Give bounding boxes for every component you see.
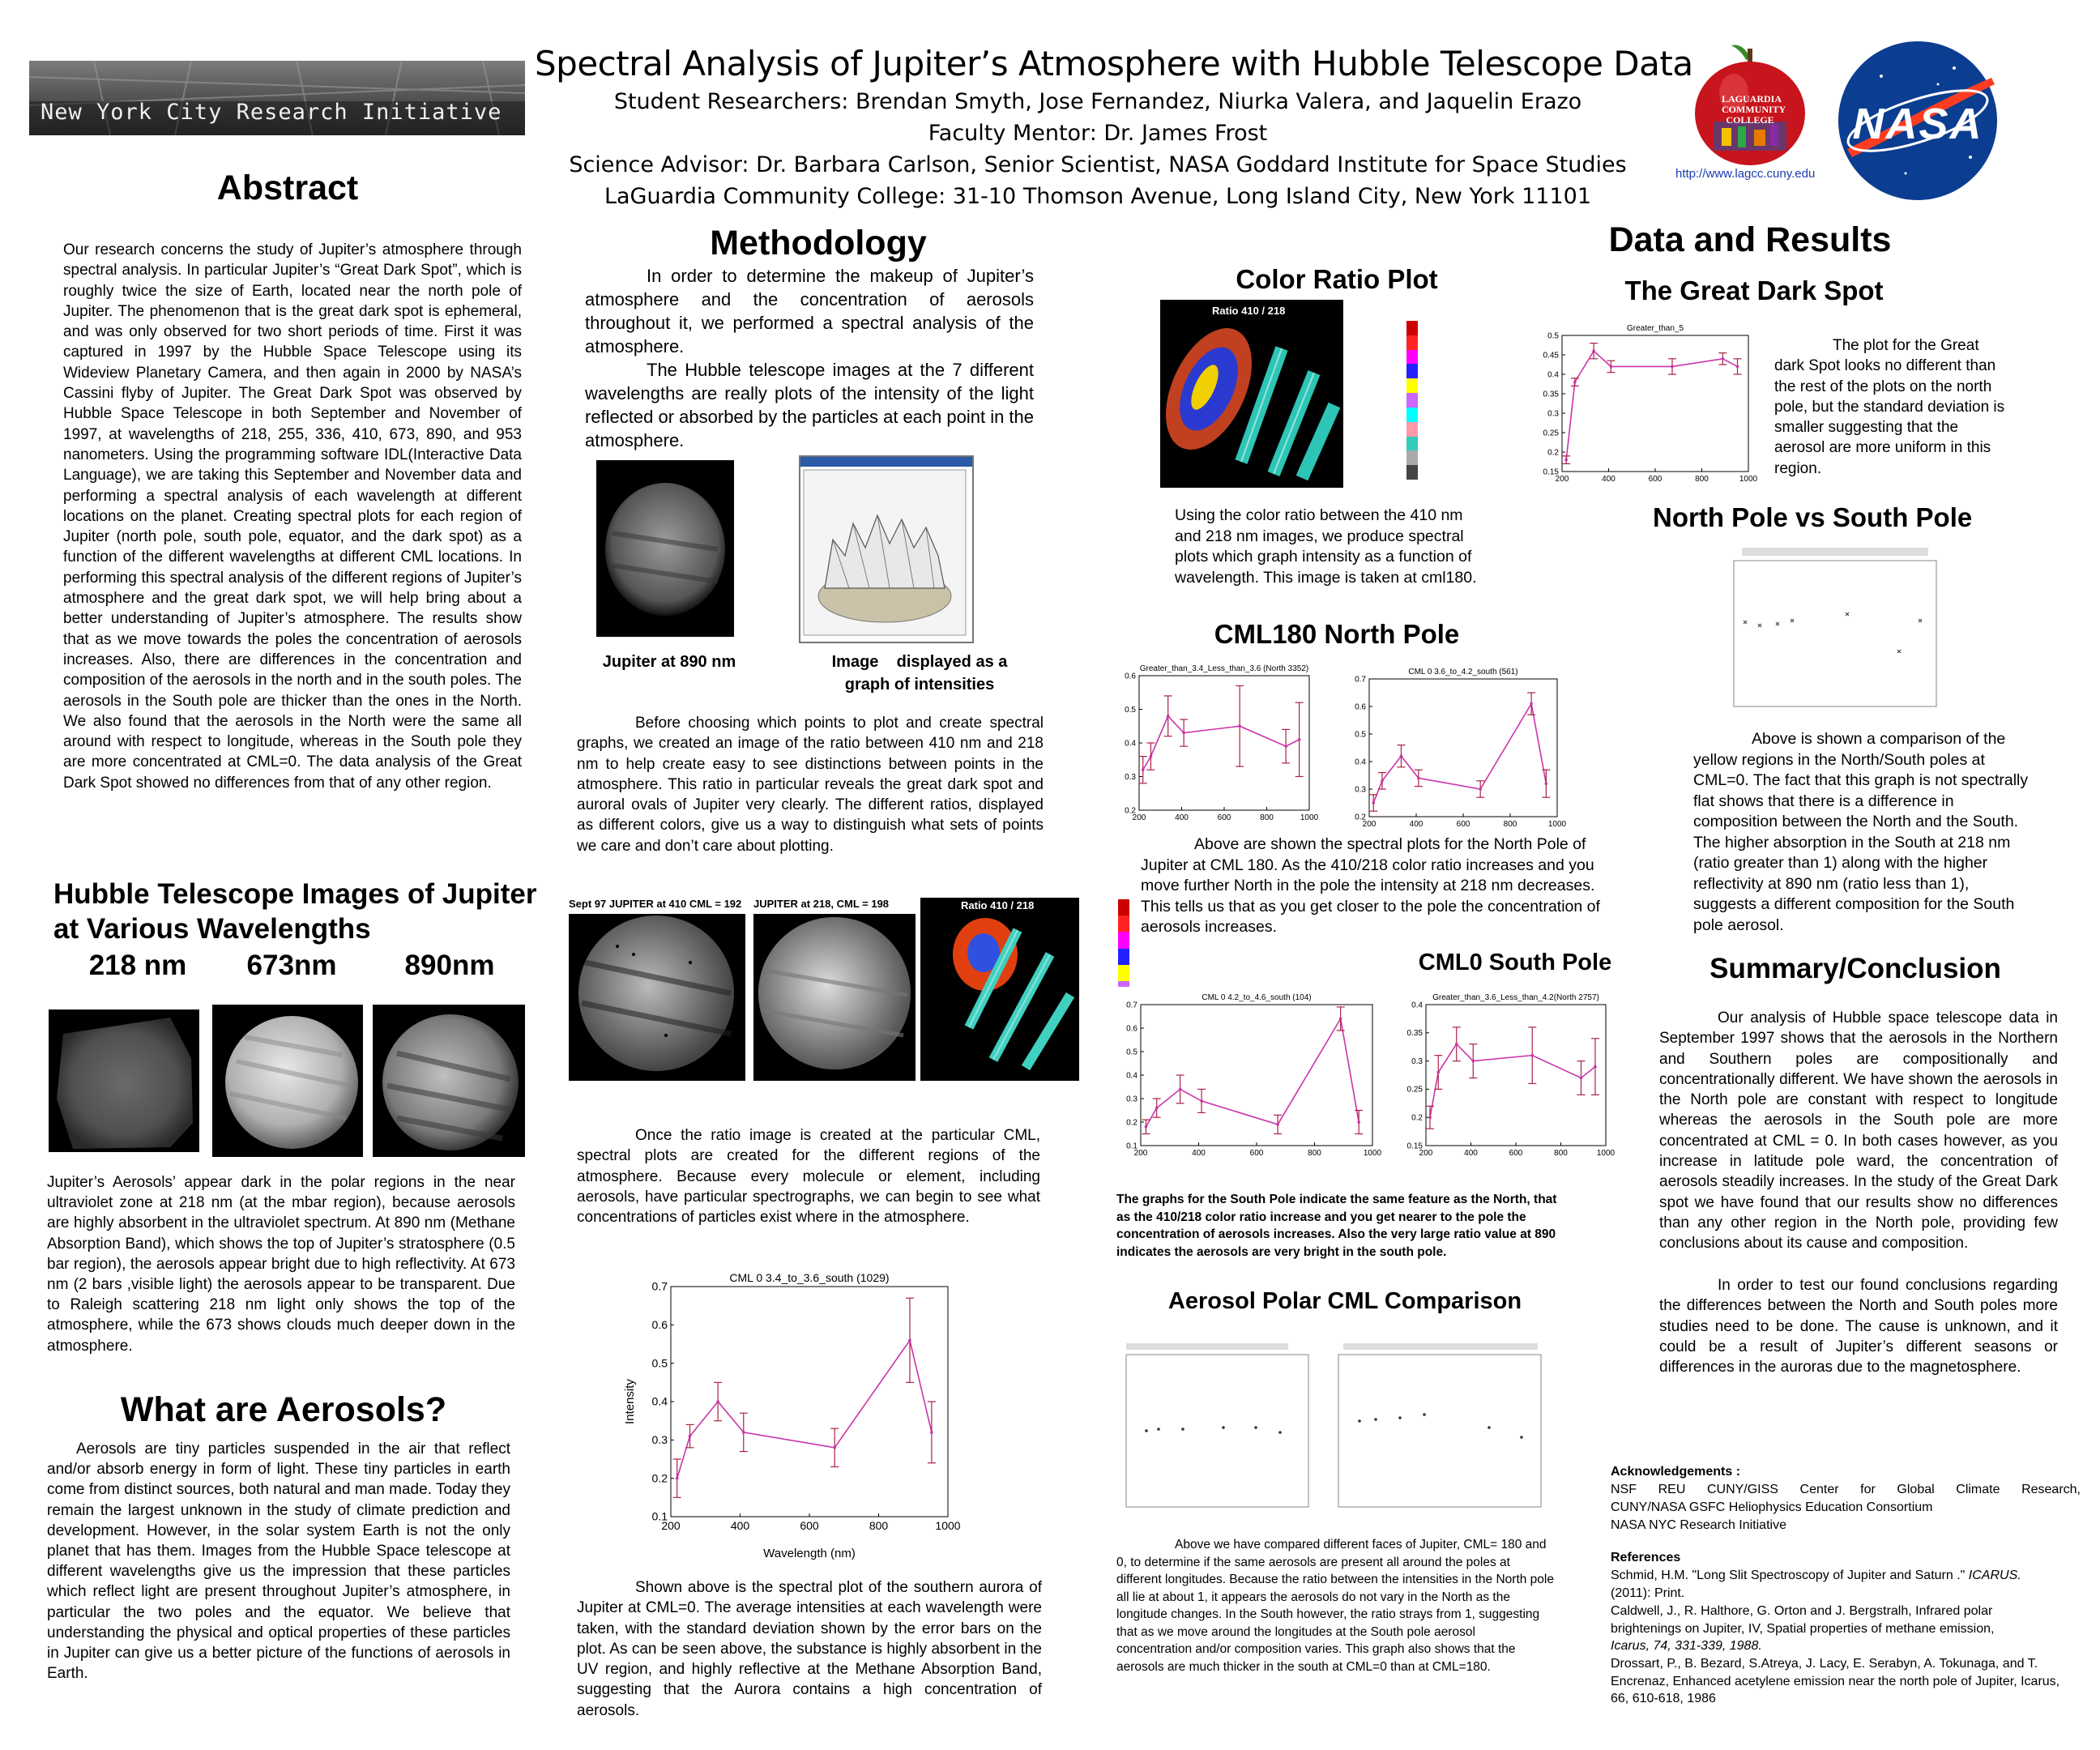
data-point <box>1417 777 1420 780</box>
data-point <box>1155 1107 1159 1110</box>
south0-plot-a-svg <box>1113 987 1381 1167</box>
x-tick-label: 200 <box>661 1519 681 1532</box>
abstract-text: Our research concerns the study of Jupiter’s atmosphere through spectral analysis. In particular Jupiter’s “Great Dark Spot”, which is roughly twice the size of Earth, located near the north pole of Jupiter. The phenomenon that is the great dark spot is ephemeral, and was only observed for two short periods of time. First it was captured in 1997 by the Hubble Space Telescope using its Wideview Planetary Camera, and then again in 2000 by NASA’s Cassini flyby of Jupiter. The Great Dark Spot was observed by Hubble Space Telescope in both September and November of 1997, at wavelengths of 218, 255, 336, 410, 673, 890, and 953 nanometers. Using the programming software IDL(Interactive Data Language), we are taking this September and November data and performing a spectral analysis of each wavelength at different locations on the planet. Creating spectral plots for each region of Jupiter (north pole, south pole, equator, and the dark spot) as a function of the different wavelengths at different CML locations. In performing this spectral analysis of the different regions of Jupiter’s atmosphere and the great dark spot, we will help bring about a better understanding of Jupiter’s atmosphere. The results show that as we move towards the poles the concentration of aerosols increases. Also, there are differences in the concentration and composition of the aerosols in the north and in the south poles. The aerosols in the South pole are thicker than the ones in the North. We also found that the aerosols in the North were the same all around with respect to longitude, whereas in the South pole they are more concentrated at CML=0. The data analysis of the Great Dark Spot showed no differences from that of any other region. <box>63 241 522 792</box>
data-point <box>689 1435 692 1438</box>
data-point <box>1182 732 1185 735</box>
colorbar-swatch <box>1118 949 1129 965</box>
data-point <box>1298 738 1301 741</box>
x-tick-label: 400 <box>1409 820 1423 829</box>
x-tick-label: 800 <box>869 1519 889 1532</box>
series-line <box>1430 1044 1595 1117</box>
aerosol-polar-north-svg <box>1110 1342 1312 1515</box>
jupiter-218nm-image <box>49 1009 199 1152</box>
x-tick-label: 1000 <box>1739 475 1758 484</box>
series-line <box>1146 1018 1359 1126</box>
x-tick-label: 600 <box>1456 820 1470 829</box>
series-line <box>1566 351 1737 459</box>
methodology-p4: Once the ratio image is created at the particular CML, spectral plots are created for the different regions of the atmosphere. Because every molecule or element, including aerosols, have particular spectrographs, we can begin to see what concentrations of particles exist where in the atmosphere. <box>577 1127 1040 1227</box>
intensity-3d-graph <box>799 455 974 643</box>
color-ratio-image <box>1160 300 1343 488</box>
data-point <box>1455 1043 1458 1046</box>
data-point <box>1145 1125 1148 1129</box>
x-tick-label: 800 <box>1554 1149 1568 1158</box>
colorbar-swatch <box>1118 932 1129 948</box>
y-tick-label: 0.35 <box>1406 1029 1423 1039</box>
data-point <box>1400 754 1403 758</box>
color-ratio-heading: Color Ratio Plot <box>1236 264 1438 294</box>
y-axis-label: Intensity <box>623 1379 637 1424</box>
banner-text: New York City Research Initiative <box>41 100 502 125</box>
ack-line2: CUNY/NASA GSFC Heliophysics Education Consortium <box>1611 1500 1933 1514</box>
color-ratio-text: Using the color ratio between the 410 nm and 218 nm images, we produce spectral plots which graph intensity as a function of wavelength. This image is taken at cml180. <box>1175 506 1477 587</box>
data-point <box>1436 1071 1440 1074</box>
colorbar-swatch <box>1406 378 1418 393</box>
plot-frame <box>671 1287 948 1517</box>
nvs-plot <box>1709 544 1944 715</box>
data-point <box>1238 724 1241 728</box>
y-tick-label: 0.7 <box>1355 675 1366 685</box>
south0-plot-b <box>1402 987 1616 1167</box>
colorbar-swatch <box>1118 899 1129 916</box>
y-tick-label: 0.3 <box>1126 1095 1138 1104</box>
data-point <box>1357 1120 1360 1124</box>
data-point <box>1372 801 1375 805</box>
methodology-p5: Shown above is the spectral plot of the southern aurora of Jupiter at CML=0. The average intensities at each wavelength were taken, with the standard deviation shown by the error bars on the plot. As can be seen above, the substance is highly absorbent in the UV region, and highly reflective at the Methane Absorption Band, suggesting that the Aurora contains a high concentration of aerosols. <box>577 1579 1042 1719</box>
hubble-heading-line1: Hubble Telescope Images of Jupiter <box>53 878 537 910</box>
data-point <box>1722 357 1725 361</box>
y-tick-label: 0.3 <box>651 1433 668 1446</box>
south0-plot-b-svg <box>1402 987 1616 1167</box>
colorbar-swatch <box>1406 437 1418 451</box>
lagcc-url[interactable]: http://www.lagcc.cuny.edu <box>1675 167 1816 181</box>
data-point <box>1179 1088 1182 1091</box>
nvs-text: Above is shown a comparison of the yellow regions in the North/South poles at CML=0. The fact that this graph is not spectrally flat shows that there is a difference in composition between the North and the South. The higher absorption in the South at 218 nm (ratio greater than 1) along with the higher reflectivity at 890 nm (ratio less than 1), suggests a different composition for the South pole aerosol. <box>1693 730 2029 934</box>
data-point <box>1671 365 1674 369</box>
data-point <box>1200 1099 1203 1103</box>
reference-1 <box>1611 1567 2072 1602</box>
ack-line1: NSF REU CUNY/GISS Center for Global Climate Research, <box>1611 1483 2081 1496</box>
x-tick-label: 400 <box>1175 813 1189 822</box>
x-tick-label: 1000 <box>1363 1149 1382 1158</box>
lagcc-logo-text: LAGUARDIA COMMUNITY COLLEGE <box>1722 93 1786 126</box>
y-tick-label: 0.4 <box>1547 370 1559 380</box>
south-cml0-plot-svg <box>616 1262 964 1562</box>
ack-line3: NASA NYC Research Initiative <box>1611 1518 1786 1532</box>
data-point <box>833 1446 836 1449</box>
x-tick-label: 1000 <box>935 1519 961 1532</box>
jupiter-890nm-image <box>373 1005 525 1157</box>
north180-plot-b-svg <box>1345 664 1567 834</box>
x-tick-label: 600 <box>1249 1149 1264 1158</box>
gds-plot <box>1536 321 1758 489</box>
methodology-p3: Before choosing which points to plot and create spectral graphs, we created an image of the ratio between 410 nm and 218 nm to help create easy to see distinctions between points in the atmosphere. This ratio in particular reveals the great dark spot and auroral ovals of Jupiter very clearly. The different ratios, displayed as different colors, give us a way to distinguish what sets of points we care and don’t care about plotting. <box>577 715 1044 855</box>
reference-1-a: Schmid, H.M. "Long Slit Spectroscopy of Jupiter and Saturn ." <box>1611 1569 1969 1582</box>
caption-jupiter-890: Jupiter at 890 nm <box>602 653 736 671</box>
reference-1-c: (2011): Print. <box>1611 1586 1685 1600</box>
y-tick-label: 0.7 <box>1126 1001 1138 1010</box>
y-tick-label: 0.45 <box>1543 351 1559 361</box>
colorbar-swatch <box>1118 916 1129 932</box>
reference-1-b: ICARUS. <box>1968 1569 2021 1582</box>
y-tick-label: 0.5 <box>1547 331 1559 341</box>
colorbar-swatch <box>1406 364 1418 378</box>
jupiter-218-label: JUPITER at 218, CML = 198 <box>753 898 916 914</box>
y-tick-label: 0.35 <box>1543 390 1559 399</box>
data-point <box>1284 745 1287 748</box>
data-point <box>1381 779 1384 783</box>
label-218nm: 218 nm <box>88 950 187 981</box>
data-point <box>1167 715 1170 718</box>
x-axis-label: Wavelength (nm) <box>763 1547 856 1560</box>
y-tick-label: 0.25 <box>1406 1085 1423 1095</box>
y-tick-label: 0.2 <box>1355 813 1366 822</box>
x-tick-label: 600 <box>1648 475 1662 484</box>
aerosol-polar-plot-north <box>1110 1342 1312 1515</box>
colorbar-swatch <box>1406 422 1418 437</box>
x-tick-label: 200 <box>1133 1149 1148 1158</box>
data-point <box>1479 788 1482 791</box>
x-tick-label: 600 <box>1217 813 1231 822</box>
student-researchers: Student Researchers: Brendan Smyth, Jose Fernandez, Niurka Valera, and Jaquelin Erazo <box>613 89 1582 114</box>
cml180-heading: CML180 North Pole <box>1214 619 1460 649</box>
y-tick-label: 0.4 <box>1126 1071 1138 1081</box>
chart-title: CML 0 3.6_to_4.2_south (561) <box>1408 668 1518 677</box>
ratio-methodology-label: Ratio 410 / 218 <box>961 899 1035 911</box>
data-point <box>1339 1018 1342 1021</box>
jupiter-410-label: Sept 97 JUPITER at 410 CML = 192 <box>569 898 745 914</box>
data-point <box>1530 702 1533 706</box>
methodology-heading: Methodology <box>710 224 927 262</box>
reference-3: Drossart, P., B. Bezard, S.Atreya, J. Lacy, E. Serabyn, A. Tokunaga, and T. Encrenaz, Enhanced acetylene emission near the north pole of Jupiter, Icarus, 66, 610-618, 1986 <box>1611 1657 2060 1705</box>
y-tick-label: 0.5 <box>651 1356 668 1370</box>
plot-frame <box>1369 679 1557 817</box>
x-tick-label: 800 <box>1695 475 1709 484</box>
plot-frame <box>1562 335 1748 472</box>
faculty-mentor: Faculty Mentor: Dr. James Frost <box>928 121 1268 146</box>
x-tick-label: 400 <box>730 1519 750 1532</box>
x-tick-label: 200 <box>1132 813 1146 822</box>
y-tick-label: 0.1 <box>651 1509 668 1523</box>
y-tick-label: 0.5 <box>1125 705 1136 715</box>
cml0-text: The graphs for the South Pole indicate the same feature as the North, that as the 410/218 color ratio increase and you get nearer to the pole the concentration of aerosols increases. Also the very large ratio value at 890 indicates the aerosols are very bright in the south pole. <box>1116 1193 1557 1259</box>
y-tick-label: 0.2 <box>651 1471 668 1485</box>
y-tick-label: 0.25 <box>1543 429 1559 438</box>
jupiter-890-photo <box>596 460 734 637</box>
chart-title: CML 0 4.2_to_4.6_south (104) <box>1202 993 1312 1002</box>
gds-plot-svg <box>1536 321 1758 489</box>
data-point <box>1592 349 1595 352</box>
x-tick-label: 200 <box>1362 820 1377 829</box>
x-tick-label: 800 <box>1503 820 1517 829</box>
y-tick-label: 0.6 <box>651 1318 668 1331</box>
nasa-logo <box>1833 36 2003 206</box>
plot-frame <box>1426 1005 1606 1146</box>
data-point <box>676 1477 679 1480</box>
label-890nm: 890nm <box>404 950 495 981</box>
data-point <box>1428 1116 1432 1119</box>
y-tick-label: 0.5 <box>1355 730 1366 740</box>
series-line <box>1373 704 1546 803</box>
colorbar-swatch <box>1406 408 1418 422</box>
colorbar-swatch <box>1406 465 1418 480</box>
aerosol-polar-heading: Aerosol Polar CML Comparison <box>1167 1288 1522 1314</box>
results-heading: Data and Results <box>1608 220 1892 259</box>
aerosols-heading: What are Aerosols? <box>120 1390 447 1429</box>
south-cml0-spectral-plot <box>616 1262 964 1562</box>
poster-title: Spectral Analysis of Jupiter’s Atmosphere with Hubble Telescope Data <box>535 44 1693 83</box>
colorbar-swatch <box>1406 321 1418 335</box>
data-point <box>1573 381 1577 384</box>
data-point <box>908 1338 911 1342</box>
gds-heading: The Great Dark Spot <box>1624 275 1884 305</box>
jupiter-410-image <box>569 898 745 1081</box>
jupiter-673nm-image <box>212 1005 363 1157</box>
data-point <box>742 1431 745 1434</box>
color-ratio-image-label: Ratio 410 / 218 <box>1212 305 1286 317</box>
data-point <box>1594 1065 1597 1069</box>
x-tick-label: 600 <box>1509 1149 1523 1158</box>
aerosols-text: Aerosols are tiny particles suspended in the air that reflect and/or absorb energy in form of light. These tiny particles in earth come from distinct sources, both natural and man made. Today they remain the largest unknown in the study of climate prediction and development. However, in the solar system Earth is not the only planet that has them. Images from the Hubble Space telescope at different wavelengths give us the impression that these particles which reflect light are present throughout Jupiter’s atmosphere, in particular the two poles and the equator. We believe that understanding the physical and optical properties of these particles in Jupiter can give us a better picture of the functions of aerosols in Earth. <box>47 1441 510 1683</box>
science-advisor: Science Advisor: Dr. Barbara Carlson, Senior Scientist, NASA Goddard Institute for Space Studies <box>569 152 1627 177</box>
north180-plot-a-svg <box>1115 658 1317 828</box>
data-point <box>1610 365 1613 369</box>
data-point <box>1530 1054 1534 1057</box>
reference-2-journal: Icarus, 74, 331-339, 1988. <box>1611 1639 1762 1653</box>
x-tick-label: 800 <box>1308 1149 1321 1158</box>
summary-p2: In order to test our found conclusions regarding the differences between the North and South poles more studies need to be done. The cause is unknown, and it could be a result of Jupiter’s different seasons or differences in the auroras due to the magnetosphere. <box>1659 1277 2058 1377</box>
college-address: LaGuardia Community College: 31-10 Thomson Avenue, Long Island City, New York 11101 <box>604 184 1592 209</box>
chart-title: CML 0 3.4_to_3.6_south (1029) <box>729 1271 890 1284</box>
series-line <box>677 1340 932 1478</box>
x-tick-label: 200 <box>1555 475 1569 484</box>
summary-heading: Summary/Conclusion <box>1709 953 2001 984</box>
x-tick-label: 1000 <box>1300 813 1319 822</box>
north180-plot-a <box>1115 658 1317 828</box>
y-tick-label: 0.15 <box>1543 467 1559 477</box>
y-tick-label: 0.6 <box>1355 702 1366 712</box>
colorbar-swatch <box>1406 335 1418 350</box>
methodology-p2: The Hubble telescope images at the 7 different wavelengths are really plots of the intensity of the light reflected or absorbed by the particles at each point in the atmosphere. <box>585 360 1035 450</box>
acknowledgements-heading: Acknowledgements : <box>1611 1465 1741 1479</box>
data-point <box>1142 768 1145 771</box>
north180-plot-b <box>1345 664 1567 834</box>
x-tick-label: 1000 <box>1547 820 1567 829</box>
data-point <box>1580 1077 1583 1080</box>
chart-title: Greater_than_3.6_Less_than_4.2(North 2757) <box>1432 993 1599 1002</box>
cml180-text: Above are shown the spectral plots for the North Pole of Jupiter at CML 180. As the 410/218 color ratio increases and you move further North in the pole the intensity at 218 nm decreases. This tells us that as you get closer to the pole the concentration of aerosols increases. <box>1141 835 1600 936</box>
jupiter-218-image <box>753 898 916 1081</box>
abstract-heading: Abstract <box>216 169 359 207</box>
south0-plot-a <box>1113 987 1381 1167</box>
x-tick-label: 400 <box>1464 1149 1478 1158</box>
data-point <box>1736 365 1739 369</box>
data-point <box>1564 459 1568 462</box>
lagcc-logo <box>1689 41 1811 170</box>
references-heading: References <box>1611 1551 1681 1564</box>
data-point <box>716 1400 719 1403</box>
y-tick-label: 0.2 <box>1547 448 1559 458</box>
x-tick-label: 200 <box>1419 1149 1433 1158</box>
x-tick-label: 600 <box>800 1519 819 1532</box>
y-tick-label: 0.7 <box>651 1279 668 1293</box>
y-tick-label: 0.2 <box>1126 1118 1138 1128</box>
aerosol-polar-plot-south <box>1327 1342 1554 1515</box>
hubble-heading-line2: at Various Wavelengths <box>53 913 371 945</box>
caption-graph-line1: Image displayed as a <box>831 653 1008 671</box>
y-tick-label: 0.4 <box>1411 1001 1423 1010</box>
y-tick-label: 0.15 <box>1406 1142 1423 1151</box>
data-point <box>1545 782 1548 785</box>
reference-2-text: Caldwell, J., R. Halthore, G. Orton and J. Bergstralh, Infrared polar brightenings on Jupiter, IV, Spatial properties of methane emission, <box>1611 1604 1995 1636</box>
data-point <box>1150 755 1153 758</box>
y-tick-label: 0.2 <box>1125 806 1136 816</box>
colorbar-swatch <box>1118 965 1129 981</box>
chart-title: Greater_than_5 <box>1626 324 1684 333</box>
x-tick-label: 400 <box>1602 475 1616 484</box>
hubble-text: Jupiter’s Aerosols’ appear dark in the polar regions in the near ultraviolet zone at 218 nm (at the mbar region), because aerosols are highly absorbent in the ultraviolet spectrum. At 890 nm (Methane Absorption Band), which shows the top of Jupiter’s stratosphere (0.5 bar region), the aerosols appear bright due to high reflectivity. At 673 nm (2 bars ,visible light) the aerosols appear to be transparent. Due to Raleigh scattering 218 nm light only shows the top of the atmosphere, while the 673 shows clouds much deeper down in the atmosphere. <box>47 1174 515 1355</box>
color-ratio-colorbar <box>1406 321 1418 480</box>
chart-title: Greater_than_3.4_Less_than_3.6 (North 3352) <box>1139 664 1309 673</box>
x-tick-label: 800 <box>1260 813 1274 822</box>
y-tick-label: 0.3 <box>1355 785 1366 795</box>
y-tick-label: 0.3 <box>1547 409 1559 419</box>
label-673nm: 673nm <box>246 950 337 981</box>
aerosol-polar-text: Above we have compared different faces of Jupiter, CML= 180 and 0, to determine if the same aerosols are present all around the poles at different longitudes. Because the ratio between the intensities in the North pole all lie at about 1, it appears the aerosols do not vary in the North as the longitude changes. In the South however, the ratio strays from 1, suggesting that as we move around the longitudes at the South pole aerosol concentration and/or composition varies. This graph also shows that the aerosols are much thicker in the south at CML=0 than at CML=180. <box>1116 1538 1554 1674</box>
y-tick-label: 0.1 <box>1126 1142 1138 1151</box>
y-tick-label: 0.4 <box>1125 739 1136 749</box>
summary-p1: Our analysis of Hubble space telescope data in September 1997 shows that the aerosols in the Northern and Southern poles are compositionally and concentrationally different. We have shown the aerosols in the North pole are constant with respect to longitude whereas the aerosols in the South pole are more concentrated at CML = 0. In both cases however, as you increase in latitude pole ward, the concentration of aerosols steadily increases. In the study of the Great Dark spot we have found that our results show no differences than any other region in the North pole, providing few conclusions about its cause and composition. <box>1659 1009 2058 1253</box>
caption-graph-line2: graph of intensities <box>844 676 995 694</box>
y-tick-label: 0.6 <box>1125 672 1136 681</box>
nvs-heading: North Pole vs South Pole <box>1653 502 1973 532</box>
banner <box>29 61 525 135</box>
y-tick-label: 0.4 <box>1355 758 1366 767</box>
y-tick-label: 0.4 <box>651 1394 668 1408</box>
x-tick-label: 1000 <box>1596 1149 1616 1158</box>
colorbar-swatch <box>1406 450 1418 465</box>
reference-2 <box>1611 1603 2064 1655</box>
y-tick-label: 0.3 <box>1411 1056 1423 1066</box>
y-tick-label: 0.2 <box>1411 1113 1423 1123</box>
x-tick-label: 400 <box>1192 1149 1206 1158</box>
nasa-logo-text: NASA <box>1852 100 1983 148</box>
plot-frame <box>1141 1005 1372 1146</box>
y-tick-label: 0.3 <box>1125 772 1136 782</box>
cml0-heading: CML0 South Pole <box>1418 950 1612 975</box>
colorbar-swatch <box>1406 350 1418 365</box>
ratio-image-methodology <box>920 898 1079 1081</box>
y-tick-label: 0.6 <box>1126 1024 1138 1034</box>
gds-text: The plot for the Great dark Spot looks no different than the rest of the plots on the north pole, but the standard deviation is smaller suggesting that the aerosol are more uniform in this region. <box>1774 337 2005 477</box>
data-point <box>1276 1123 1279 1126</box>
y-tick-label: 0.5 <box>1126 1048 1138 1057</box>
methodology-p1: In order to determine the makeup of Jupiter’s atmosphere and the concentration of aerosols throughout it, we performed a spectral analysis of the atmosphere. <box>585 266 1034 356</box>
nvs-plot-svg <box>1709 544 1944 715</box>
data-point <box>930 1431 933 1434</box>
aerosol-polar-south-svg <box>1327 1342 1554 1515</box>
series-line <box>1143 716 1300 770</box>
colorbar-swatch <box>1406 393 1418 408</box>
data-point <box>1471 1060 1475 1063</box>
